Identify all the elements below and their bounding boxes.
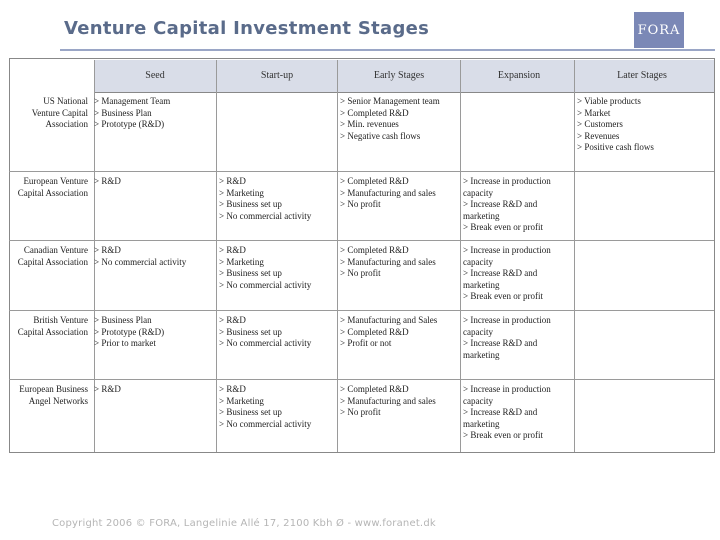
- row-label-cvca: Canadian Venture Capital Association: [17, 245, 88, 267]
- grid-vline: [216, 60, 217, 452]
- grid-vline: [460, 60, 461, 452]
- row-label-evca: European Venture Capital Association: [17, 176, 88, 198]
- grid-vline: [337, 60, 338, 452]
- copyright-footer: Copyright 2006 © FORA, Langelinie Allé 17, 2100 Kbh Ø - www.foranet.dk: [52, 518, 436, 529]
- header-divider: [60, 49, 715, 51]
- page-title: Venture Capital Investment Stages: [64, 18, 430, 39]
- cell-startup: > R&D > Marketing > Business set up > No commercial activity: [219, 384, 312, 429]
- grid-hline: [9, 379, 714, 380]
- row-label-us-nvca: US National Venture Capital Association: [31, 96, 88, 129]
- cell-expansion: > Increase in production capacity > Increase R&D and marketing > Break even or profit: [463, 245, 551, 301]
- cell-early-stages: > Completed R&D > Manufacturing and sales > No profit: [340, 245, 436, 278]
- cell-startup: > R&D > Marketing > Business set up > No commercial activity: [219, 245, 312, 290]
- fora-logo: [634, 12, 684, 48]
- header-early-stages: Early Stages: [373, 70, 425, 81]
- grid-hline: [9, 240, 714, 241]
- cell-early-stages: > Completed R&D > Manufacturing and sales > No profit: [340, 176, 436, 209]
- cell-expansion: > Increase in production capacity > Increase R&D and marketing: [463, 315, 551, 360]
- header-expansion: Expansion: [497, 70, 541, 81]
- row-label-bvca: British Venture Capital Association: [17, 315, 88, 337]
- cell-startup: > R&D > Marketing > Business set up > No commercial activity: [219, 176, 312, 221]
- cell-later-stages: > Viable products > Market > Customers > Revenues > Positive cash flows: [577, 96, 654, 152]
- grid-vline: [574, 60, 575, 452]
- cell-seed: > R&D > No commercial activity: [94, 245, 187, 267]
- row-label-eban: European Business Angel Networks: [19, 384, 88, 406]
- cell-seed: > R&D: [94, 384, 121, 394]
- cell-early-stages: > Completed R&D > Manufacturing and sales > No profit: [340, 384, 436, 417]
- cell-expansion: > Increase in production capacity > Increase R&D and marketing > Break even or profit: [463, 384, 551, 440]
- header-startup: Start-up: [260, 70, 294, 81]
- logo-text: FORA: [637, 22, 681, 38]
- grid-hline: [9, 310, 714, 311]
- header-later-stages: Later Stages: [617, 70, 667, 81]
- cell-seed: > Business Plan > Prototype (R&D) > Prior to market: [94, 315, 165, 348]
- header-seed: Seed: [145, 70, 165, 81]
- cell-seed: > Management Team > Business Plan > Prototype (R&D): [94, 96, 171, 129]
- cell-seed: > R&D: [94, 176, 121, 186]
- cell-expansion: > Increase in production capacity > Increase R&D and marketing > Break even or profit: [463, 176, 551, 232]
- cell-startup: > R&D > Business set up > No commercial activity: [219, 315, 312, 348]
- grid-hline: [9, 171, 714, 172]
- cell-early-stages: > Senior Management team > Completed R&D > Min. revenues > Negative cash flows: [340, 96, 440, 141]
- cell-early-stages: > Manufacturing and Sales > Completed R&D > Profit or not: [340, 315, 438, 348]
